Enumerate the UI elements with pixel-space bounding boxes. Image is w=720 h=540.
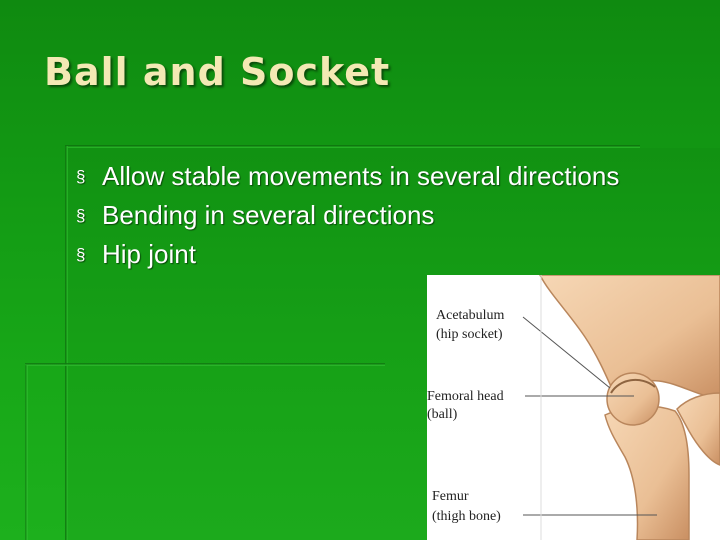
bullet-item <box>76 158 636 195</box>
label-acetabulum-sub: (hip socket) <box>436 327 503 342</box>
bullet-marker: § <box>76 206 86 225</box>
bullet-item <box>76 197 636 234</box>
bullet-text: Bending in several directions <box>102 200 435 230</box>
bullet-marker: § <box>76 167 86 186</box>
bullet-item <box>76 236 636 273</box>
divider-top <box>65 145 640 148</box>
divider-middle <box>25 363 385 366</box>
label-femur: Femur <box>432 489 469 504</box>
hip-joint-figure <box>427 275 720 540</box>
bullet-text: Allow stable movements in several directions <box>102 161 620 191</box>
label-acetabulum: Acetabulum <box>436 308 505 323</box>
label-femoral-head-sub: (ball) <box>427 407 458 422</box>
divider-left <box>65 146 68 540</box>
slide-title: Ball and Socket <box>44 50 391 94</box>
divider-left-lower <box>25 365 28 540</box>
bullet-list <box>76 158 636 275</box>
label-femoral-head: Femoral head <box>427 389 504 404</box>
bullet-marker: § <box>76 245 86 264</box>
bullet-text: Hip joint <box>102 239 196 269</box>
label-femur-sub: (thigh bone) <box>432 509 501 524</box>
